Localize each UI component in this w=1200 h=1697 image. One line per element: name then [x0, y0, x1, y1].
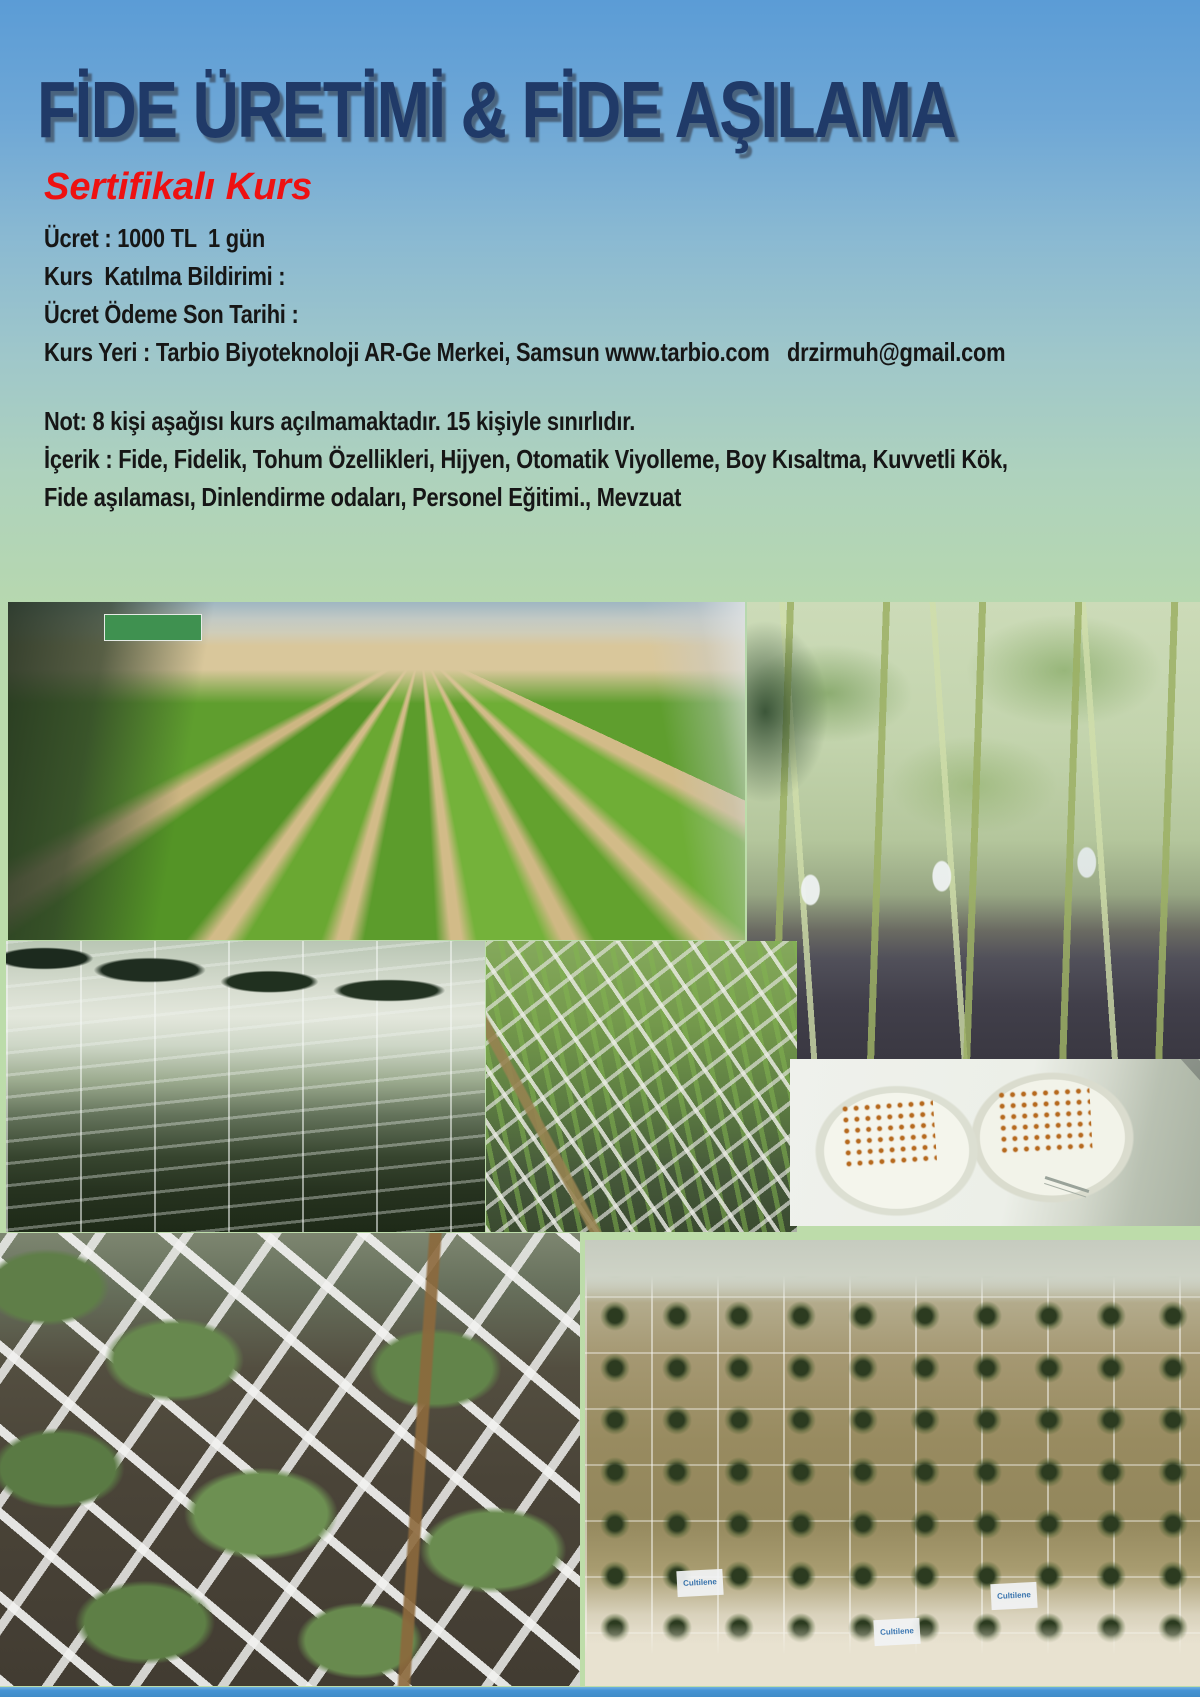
- info-line-fee: Ücret : 1000 TL 1 gün: [44, 223, 266, 253]
- photo-greenhouse-interior: [6, 941, 485, 1232]
- seed-grid-left-dish: [841, 1099, 937, 1169]
- info-line-payment-deadline: Ücret Ödeme Son Tarihi :: [44, 299, 299, 329]
- cultilene-brand-label: Cultilene: [873, 1618, 920, 1646]
- note-line: Not: 8 kişi aşağısı kurs açılmamaktadır. 15 kişiyle sınırlıdır.: [44, 406, 636, 436]
- poster-subtitle: Sertifikalı Kurs: [44, 166, 313, 208]
- photo-corn-seedling-trays: [486, 941, 797, 1232]
- photo-petri-dishes: [790, 1059, 1200, 1226]
- content-line-1: İçerik : Fide, Fidelik, Tohum Özellikleri, Hijyen, Otomatik Viyolleme, Boy Kısaltma, Kuvvetli Kök,: [44, 444, 1008, 474]
- photo-tomato-seedlings-rockwool: [585, 1240, 1200, 1686]
- cultilene-brand-label: Cultilene: [990, 1582, 1037, 1610]
- content-line-2: Fide aşılaması, Dinlendirme odaları, Personel Eğitimi., Mevzuat: [44, 482, 682, 512]
- greenhouse-sign: [104, 614, 202, 641]
- tweezers: [1148, 1059, 1200, 1104]
- small-fork: [1045, 1176, 1090, 1193]
- course-info-block: [44, 219, 1188, 371]
- cultilene-brand-label: Cultilene: [677, 1569, 724, 1597]
- footer-bar: [0, 1687, 1200, 1697]
- photo-grafted-seedlings: [747, 602, 1200, 1059]
- course-details-block: [44, 402, 1191, 516]
- info-line-registration: Kurs Katılma Bildirimi :: [44, 261, 286, 291]
- seed-grid-right-dish: [997, 1087, 1092, 1156]
- poster-title: FİDE ÜRETİMİ & FİDE AŞILAMA: [37, 65, 955, 154]
- info-line-location-contact: Kurs Yeri : Tarbio Biyoteknoloji AR-Ge Merkei, Samsun www.tarbio.com drzirmuh@gmail.com: [44, 337, 1006, 367]
- photo-cucumber-seedling-trays: [0, 1233, 580, 1686]
- photo-seedling-field: [8, 602, 745, 940]
